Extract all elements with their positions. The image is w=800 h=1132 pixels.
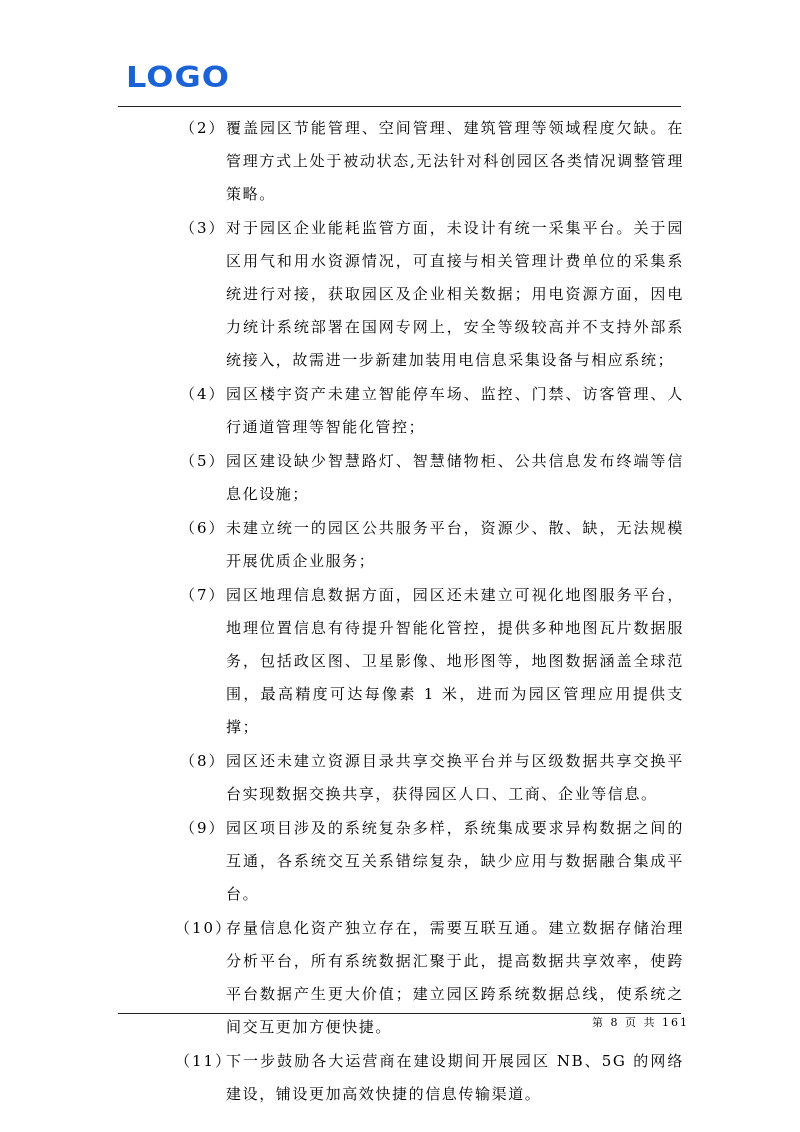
list-item — [180, 579, 684, 744]
item-number: （9） — [180, 819, 226, 837]
list-item — [180, 745, 684, 811]
item-number: （10） — [175, 919, 233, 937]
item-number: （3） — [180, 219, 226, 237]
list-item — [180, 512, 684, 578]
list-item — [180, 378, 684, 444]
item-text: 园区地理信息数据方面，园区还未建立可视化地图服务平台，地理位置信息有待提升智能化管控，提供多种地图瓦片数据服务，包括政区图、卫星影像、地形图等，地图数据涵盖全球范围，最高精度可达每像素 1 米，进而为园区管理应用提供支撑； — [226, 586, 684, 736]
item-text: 未建立统一的园区公共服务平台，资源少、散、缺，无法规模开展优质企业服务； — [226, 519, 684, 570]
item-text: 覆盖园区节能管理、空间管理、建筑管理等领域程度欠缺。在管理方式上处于被动状态,无法针对科创园区各类情况调整管理策略。 — [226, 119, 684, 203]
item-text: 存量信息化资产独立存在，需要互联互通。建立数据存储治理分析平台，所有系统数据汇聚于此，提高数据共享效率，使跨平台数据产生更大价值；建立园区跨系统数据总线，使系统之间交互更加方便快捷。 — [226, 919, 684, 1036]
list-item — [180, 812, 684, 911]
list-item — [175, 1045, 684, 1111]
item-number: （11） — [175, 1052, 233, 1070]
item-number: （5） — [180, 452, 226, 470]
item-number: （4） — [180, 385, 226, 403]
item-number: （7） — [180, 586, 226, 604]
item-number: （6） — [180, 519, 226, 537]
page-number: 第 8 页 共 161 — [592, 1016, 689, 1029]
document-body — [175, 112, 684, 1112]
item-text: 对于园区企业能耗监管方面，未设计有统一采集平台。关于园区用气和用水资源情况，可直接与相关管理计费单位的采集系统进行对接，获取园区及企业相关数据；用电资源方面，因电力统计系统部署在国网专网上，安全等级较高并不支持外部系统接入，故需进一步新建加装用电信息采集设备与相应系统； — [226, 219, 684, 369]
logo: LOGO — [126, 60, 230, 95]
item-number: （8） — [180, 752, 226, 770]
footer-rule — [118, 1013, 681, 1014]
item-text: 下一步鼓励各大运营商在建设期间开展园区 NB、5G 的网络建设，铺设更加高效快捷的信息传输渠道。 — [226, 1052, 684, 1103]
item-text: 园区项目涉及的系统复杂多样，系统集成要求异构数据之间的互通，各系统交互关系错综复杂，缺少应用与数据融合集成平台。 — [226, 819, 684, 903]
item-text: 园区楼宇资产未建立智能停车场、监控、门禁、访客管理、人行通道管理等智能化管控； — [226, 385, 684, 436]
list-item — [180, 212, 684, 377]
list-item — [180, 445, 684, 511]
item-text: 园区还未建立资源目录共享交换平台并与区级数据共享交换平台实现数据交换共享，获得园区人口、工商、企业等信息。 — [226, 752, 684, 803]
header-rule — [118, 106, 681, 107]
list-item — [180, 112, 684, 211]
item-number: （2） — [180, 119, 226, 137]
item-text: 园区建设缺少智慧路灯、智慧储物柜、公共信息发布终端等信息化设施； — [226, 452, 684, 503]
